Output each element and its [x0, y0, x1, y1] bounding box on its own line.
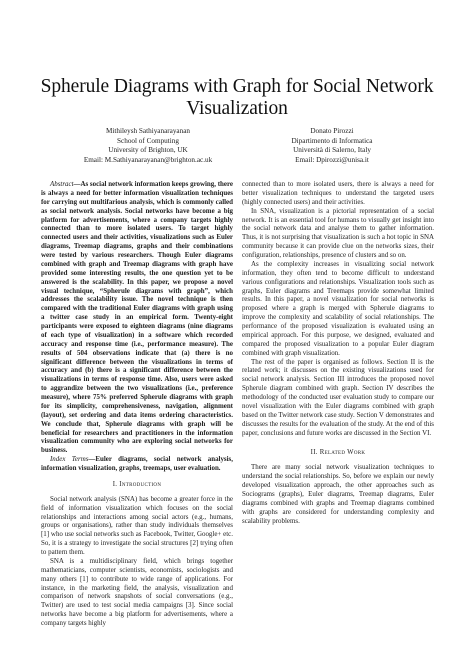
author-block-1	[66, 127, 230, 165]
intro-paragraph-2: SNA is a multidisciplinary field, which brings together mathematicians, computer scientists, economists, sociologists and many others [1] to contribute to wide range of applications. For instance, in the marketing field, the analysis, visualization and comparison of network snapshots of social conversations (e.g., Twitter) are used to test social media campaigns [3]. Since social networks have become a big platform for advertisements, where a company targets highly	[41, 556, 233, 627]
intro-paragraph-1: Social network analysis (SNA) has become a greater force in the field of information visualization which focuses on the social relationships and interactions among social actors (e.g., humans, groups or organisations), rather than study individuals themselves [1] who use social networks such as Facebook, Twitter, Google+ etc. So, it is a strategy to investigate the social structures [2] trying often to pattern them.	[41, 494, 233, 556]
author-affiliation: Dipartimento di Informatica	[291, 136, 373, 145]
title-line-2: Visualization	[186, 98, 288, 119]
right-column	[242, 180, 434, 525]
section-heading-introduction: I. Introduction	[112, 480, 162, 488]
title-line-1: Spherule Diagrams with Graph for Social Network	[40, 76, 434, 97]
author-institution: Università di Salerno, Italy	[293, 146, 371, 155]
author-institution: University of Brighton, UK	[108, 146, 188, 155]
related-work-paragraph-1: There are many social network visualization techniques to understand the social relationships. So, before we explain our newly developed visualization approach, the other approaches such as Sociograms (graphs), Euler diagrams, Treemap diagrams, Euler diagrams combined with graphs and Treemap diagrams combined with graphs are considered for understanding complexity and scalability problems.	[242, 463, 434, 525]
index-terms-text: —Euler diagrams, social network analysis, information visualization, graphs, treemaps, user evaluation.	[41, 455, 233, 472]
abstract-text: —As social network information keeps growing, there is always a need for better information visualization techniques for carrying out multifarious analysis, which is commonly called as social network analysis. Social networks have become a big platform for advertisements, where a company targets highly connected than to more isolated users. To target highly connected users and their activities, visualizations such as Euler diagrams, Treemap diagrams, graphs and their combinations were tested by various researchers. Though Euler diagrams combined with graph and Treemap diagrams with graph have provided some interesting results, the one question yet to be answered is the scalability. In this paper, we propose a novel visual technique, “Spherule diagrams with graph”, which addresses the scalability issue. The novel technique is then compared with the traditional Euler diagrams with graph using a twitter case study in an empirical form. Twenty-eight participants were exposed to eighteen diagrams (nine diagrams of each type of visualization) in a software which recorded accuracy and response time (i.e., performance measure). The results of 504 observations indicate that (a) there is no significant difference between the visualizations in terms of accuracy and (b) there is a significant difference between the visualizations in terms of response time. Also, users were asked to aggrandize between the two visualizations (i.e., preference measure), where 75% preferred Spherule diagrams with graph for its simplicity, comprehensiveness, navigation, alignment (layout), set ordering and data items ordering characteristics. We conclude that, Spherule diagrams with graph will be beneficial for researchers and practitioners in the information visualization community who are exploring social networks for business.	[41, 180, 234, 455]
left-column	[41, 180, 233, 628]
author-email: Email: M.Sathiyanarayanan@brighton.ac.uk	[83, 155, 213, 164]
author-name: Donato Pirozzi	[310, 127, 354, 135]
abstract	[41, 180, 233, 455]
author-email: Email: Dpirozzi@unisa.it	[295, 155, 369, 164]
intro-paragraph-4: As the complexity increases in visualizing social network information, they often tend to become difficult to understand various configurations and relationships. Visualization tools such as graphs, Euler diagrams and Treemaps provide somewhat limited results. In this paper, a novel visualization for social networks is proposed where a graph is merged with Spherule diagrams to improve the complexity and scalability of social relationships. The performance of the proposed visualization is evaluated using an empirical approach. For this purpose, we designed, evaluated and compared the proposed visualization to a popular Euler diagram combined with graph visualization.	[242, 259, 434, 357]
abstract-lead: Abstract	[50, 180, 74, 188]
intro-paragraph-3: In SNA, visualization is a pictorial representation of a social network. It is an essential tool for humans to visually get insight into the social network data and analyse them to gather information. Thus, it is not surprising that visualization is such a hot topic in SNA community because it can provide clue on the networks sizes, their configuration, relationships, presence of clusters and so on.	[242, 206, 434, 259]
intro-paragraph-continued: connected than to more isolated users, there is always a need for better visualization techniques to understand the targeted users (highly connected users) and their activities.	[242, 180, 434, 206]
index-terms-lead: Index Terms	[50, 455, 89, 464]
intro-paragraph-5: The rest of the paper is organised as follows. Section II is the related work; it discusses on the existing visualizations used for social network analysis. Section III introduces the proposed novel Spherule diagram combined with graph. Section IV describes the methodology of the conducted user evaluation study to compare our novel visualization with the Euler diagrams combined with graph based on the Twitter network case study. Section V demonstrates and discusses the results for the evaluation of the study. At the end of this paper, conclusions and future works are discussed in the Section VI.	[242, 357, 434, 437]
section-heading-related-work: II. Related Work	[310, 449, 366, 457]
author-affiliation: School of Computing	[117, 136, 179, 145]
paper-title	[30, 76, 444, 120]
author-block-2	[250, 127, 414, 165]
author-name: Mithileysh Sathiyanarayanan	[105, 127, 191, 135]
index-terms	[41, 455, 233, 473]
